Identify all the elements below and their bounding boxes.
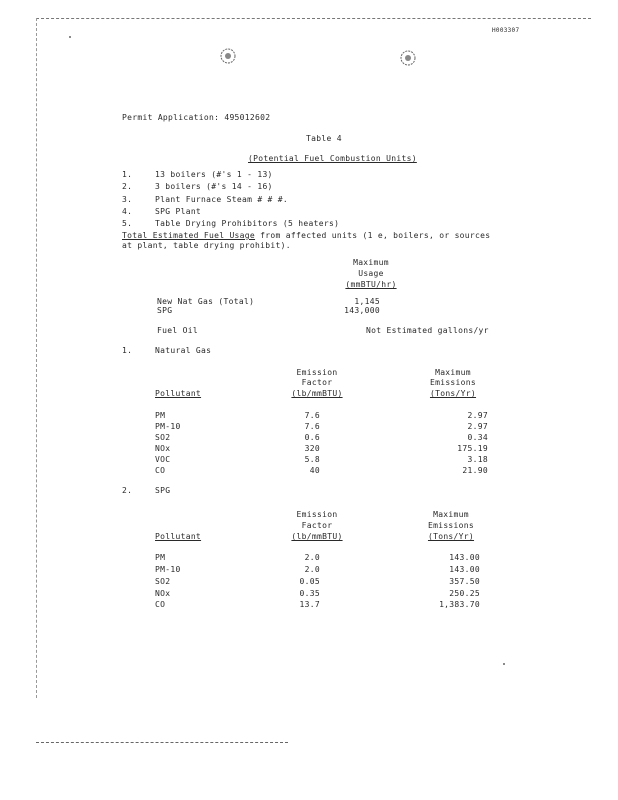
list-item-number: 2. <box>122 182 133 191</box>
list-item-text: Table Drying Prohibitors (5 heaters) <box>155 219 340 228</box>
pollutant-name: PM <box>155 411 166 420</box>
section-number: 1. <box>122 346 133 355</box>
usage-row-value: 143,000 <box>344 306 380 315</box>
factor-header-line1: Emission <box>296 368 338 377</box>
usage-row-label: New Nat Gas (Total) <box>157 297 255 306</box>
factor-header-line3: (lb/mmBTU) <box>291 532 343 541</box>
usage-header-line2: Usage <box>358 269 384 278</box>
list-item-text: Plant Furnace Steam # # #. <box>155 195 289 204</box>
table-title: Table 4 <box>306 134 342 143</box>
section-title: Natural Gas <box>155 346 212 355</box>
emission-factor: 40 <box>309 466 320 475</box>
list-item-number: 5. <box>122 219 133 228</box>
scan-speck <box>69 36 71 38</box>
emission-factor: 0.35 <box>299 589 320 598</box>
emission-factor: 320 <box>304 444 320 453</box>
emissions-header-line1: Maximum <box>435 368 471 377</box>
page-left-edge <box>36 18 37 698</box>
fuel-oil-value: Not Estimated gallons/yr <box>366 326 489 335</box>
pollutant-name: SO2 <box>155 577 171 586</box>
punch-hole-icon <box>219 47 237 65</box>
max-emissions: 2.97 <box>467 411 488 420</box>
permit-application: Permit Application: 495012602 <box>122 113 271 122</box>
emission-factor: 5.8 <box>304 455 320 464</box>
pollutant-header: Pollutant <box>155 389 202 398</box>
emission-factor: 0.6 <box>304 433 320 442</box>
max-emissions: 3.18 <box>467 455 488 464</box>
emission-factor: 2.0 <box>304 565 320 574</box>
list-item-text: 13 boilers (#'s 1 - 13) <box>155 170 273 179</box>
factor-header-line2: Factor <box>301 378 333 387</box>
max-emissions: 175.19 <box>457 444 488 453</box>
table-subtitle: (Potential Fuel Combustion Units) <box>248 154 417 163</box>
usage-note-text: from affected units (1 e, boilers, or sources <box>255 231 491 240</box>
usage-row-value: 1,145 <box>354 297 380 306</box>
factor-header-line1: Emission <box>296 510 338 519</box>
usage-note-line2: at plant, table drying prohibit). <box>122 241 291 250</box>
usage-note <box>122 231 490 241</box>
fuel-oil-label: Fuel Oil <box>157 326 198 335</box>
emission-factor: 0.05 <box>299 577 320 586</box>
usage-note-label: Total Estimated Fuel Usage <box>122 231 256 240</box>
max-emissions: 0.34 <box>467 433 488 442</box>
emissions-header-line2: Emissions <box>429 378 477 387</box>
section-title: SPG <box>155 486 171 495</box>
factor-header-line3: (lb/mmBTU) <box>291 389 343 398</box>
pollutant-name: NOx <box>155 444 171 453</box>
usage-row-label: SPG <box>157 306 173 315</box>
pollutant-name: VOC <box>155 455 171 464</box>
emission-factor: 7.6 <box>304 411 320 420</box>
page-top-edge <box>36 18 591 19</box>
emissions-header-line2: Emissions <box>427 521 475 530</box>
pollutant-name: SO2 <box>155 433 171 442</box>
pollutant-name: PM <box>155 553 166 562</box>
emissions-header-line1: Maximum <box>433 510 469 519</box>
usage-header-line3: (mmBTU/hr) <box>345 280 397 289</box>
max-emissions: 357.50 <box>449 577 480 586</box>
usage-header-line1: Maximum <box>353 258 389 267</box>
footnote-rule <box>36 742 288 743</box>
pollutant-name: NOx <box>155 589 171 598</box>
emission-factor: 7.6 <box>304 422 320 431</box>
emission-factor: 2.0 <box>304 553 320 562</box>
document-number: H003307 <box>492 27 520 34</box>
pollutant-name: CO <box>155 600 166 609</box>
list-item-text: SPG Plant <box>155 207 202 216</box>
pollutant-name: CO <box>155 466 166 475</box>
pollutant-name: PM-10 <box>155 565 181 574</box>
pollutant-name: PM-10 <box>155 422 181 431</box>
factor-header-line2: Factor <box>301 521 333 530</box>
emissions-header-line3: (Tons/Yr) <box>427 532 475 541</box>
max-emissions: 143.00 <box>449 565 480 574</box>
emission-factor: 13.7 <box>299 600 320 609</box>
max-emissions: 1,383.70 <box>439 600 480 609</box>
max-emissions: 250.25 <box>449 589 480 598</box>
emissions-header-line3: (Tons/Yr) <box>429 389 477 398</box>
max-emissions: 21.90 <box>462 466 488 475</box>
punch-hole-icon <box>399 49 417 67</box>
max-emissions: 143.00 <box>449 553 480 562</box>
list-item-text: 3 boilers (#'s 14 - 16) <box>155 182 273 191</box>
max-emissions: 2.97 <box>467 422 488 431</box>
section-number: 2. <box>122 486 133 495</box>
list-item-number: 4. <box>122 207 133 216</box>
scan-speck <box>503 663 505 665</box>
list-item-number: 3. <box>122 195 133 204</box>
pollutant-header: Pollutant <box>155 532 202 541</box>
list-item-number: 1. <box>122 170 133 179</box>
